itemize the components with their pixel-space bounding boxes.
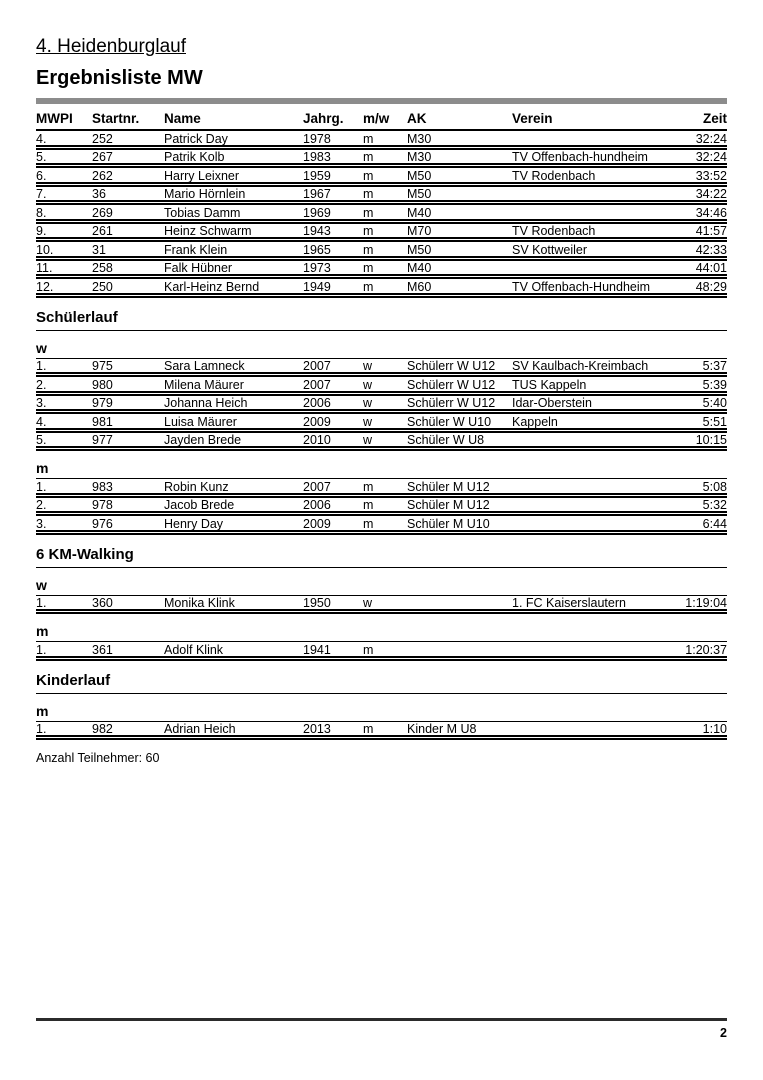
cell-verein: Kappeln <box>512 414 558 429</box>
participant-count: Anzahl Teilnehmer: 60 <box>36 751 160 765</box>
cell-verein <box>512 188 668 200</box>
group-label: m <box>36 460 727 479</box>
cell-verein: TV Rodenbach <box>512 168 596 183</box>
table-row <box>36 224 727 243</box>
cell-pos: 9. <box>36 224 47 238</box>
cell-mw: m <box>363 224 374 238</box>
cell-verein: TV Rodenbach <box>512 224 596 238</box>
cell-startnr: 981 <box>92 414 113 429</box>
cell-name: Robin Kunz <box>164 479 229 494</box>
cell-zeit: 32:24 <box>695 131 727 146</box>
cell-mw: m <box>363 187 374 201</box>
cell-jahrg: 1978 <box>303 131 331 146</box>
table-row <box>36 516 727 535</box>
cell-name: Adrian Heich <box>164 722 236 736</box>
cell-jahrg: 1950 <box>303 596 331 610</box>
cell-pos: 8. <box>36 205 47 220</box>
cell-zeit: 42:33 <box>695 242 727 257</box>
table-row <box>36 261 727 280</box>
cell-mw: m <box>363 131 374 146</box>
section-title: Schülerlauf <box>36 309 727 331</box>
cell-name: Karl-Heinz Bernd <box>164 279 260 294</box>
cell-startnr: 36 <box>92 187 106 201</box>
cell-mw: m <box>363 722 374 736</box>
cell-ak: M60 <box>407 279 432 294</box>
table-row <box>36 150 727 169</box>
cell-startnr: 261 <box>92 224 113 238</box>
cell-mw: w <box>363 377 373 392</box>
cell-mw: m <box>363 242 374 257</box>
cell-zeit: 32:24 <box>695 150 727 164</box>
cell-ak: Schüler W U8 <box>407 433 485 447</box>
cell-mw: m <box>363 261 374 275</box>
cell-pos: 3. <box>36 396 47 410</box>
cell-verein: TV Offenbach-Hundheim <box>512 279 651 294</box>
cell-verein <box>512 262 668 274</box>
table-row <box>36 279 727 298</box>
cell-jahrg: 2007 <box>303 479 331 494</box>
cell-zeit: 5:08 <box>702 479 727 494</box>
cell-zeit: 34:46 <box>695 205 727 220</box>
cell-ak: Schüler W U10 <box>407 414 492 429</box>
cell-zeit: 5:40 <box>702 396 727 410</box>
cell-zeit: 6:44 <box>702 516 727 531</box>
cell-name: Tobias Damm <box>164 205 241 220</box>
group-label: w <box>36 340 727 359</box>
cell-pos: 10. <box>36 242 54 257</box>
cell-verein: 1. FC Kaiserslautern <box>512 596 626 610</box>
cell-startnr: 252 <box>92 131 113 146</box>
cell-startnr: 982 <box>92 722 113 736</box>
cell-pos: 3. <box>36 516 47 531</box>
cell-name: Luisa Mäurer <box>164 414 237 429</box>
cell-verein <box>512 723 668 735</box>
page-number: 2 <box>720 1026 727 1040</box>
cell-pos: 2. <box>36 377 47 392</box>
cell-startnr: 983 <box>92 479 113 494</box>
cell-name: Patrick Day <box>164 131 228 146</box>
cell-mw: m <box>363 498 374 512</box>
page-footer <box>36 1018 727 1040</box>
cell-pos: 4. <box>36 131 47 146</box>
cell-name: Jacob Brede <box>164 498 235 512</box>
table-row <box>36 396 727 415</box>
column-header-zeit: Zeit <box>702 111 727 126</box>
cell-mw: w <box>363 396 373 410</box>
cell-mw: w <box>363 433 373 447</box>
cell-jahrg: 1959 <box>303 168 331 183</box>
cell-jahrg: 2013 <box>303 722 331 736</box>
cell-mw: m <box>363 205 374 220</box>
table-row <box>36 131 727 150</box>
cell-name: Sara Lamneck <box>164 359 245 373</box>
cell-mw: m <box>363 150 374 164</box>
cell-startnr: 250 <box>92 279 113 294</box>
column-header-ak: AK <box>407 111 427 126</box>
cell-jahrg: 1941 <box>303 642 331 657</box>
cell-pos: 1. <box>36 479 47 494</box>
cell-zeit: 5:32 <box>702 498 727 512</box>
table-row <box>36 722 727 741</box>
cell-name: Henry Day <box>164 516 224 531</box>
cell-zeit: 1:20:37 <box>685 642 727 657</box>
event-title: 4. Heidenburglauf <box>36 36 186 57</box>
result-sections <box>36 309 727 741</box>
cell-verein: Idar-Oberstein <box>512 396 592 410</box>
cell-zeit: 5:51 <box>702 414 727 429</box>
cell-verein <box>512 481 668 493</box>
cell-jahrg: 2009 <box>303 414 331 429</box>
cell-jahrg: 1949 <box>303 279 331 294</box>
cell-ak: M30 <box>407 131 432 146</box>
cell-pos: 4. <box>36 414 47 429</box>
cell-ak: Schüler M U10 <box>407 516 490 531</box>
cell-startnr: 262 <box>92 168 113 183</box>
page-title: Ergebnisliste MW <box>36 67 203 89</box>
table-header-row <box>36 111 727 131</box>
cell-jahrg: 2007 <box>303 377 331 392</box>
table-row <box>36 359 727 378</box>
cell-startnr: 975 <box>92 359 113 373</box>
table-row <box>36 205 727 224</box>
cell-ak: Schüler M U12 <box>407 498 490 512</box>
header-divider-bar <box>36 98 727 104</box>
cell-ak: M40 <box>407 261 432 275</box>
column-header-name: Name <box>164 111 201 126</box>
cell-name: Milena Mäurer <box>164 377 244 392</box>
cell-name: Johanna Heich <box>164 396 248 410</box>
cell-pos: 1. <box>36 359 47 373</box>
cell-startnr: 31 <box>92 242 106 257</box>
cell-name: Heinz Schwarm <box>164 224 252 238</box>
cell-startnr: 360 <box>92 596 113 610</box>
cell-pos: 5. <box>36 150 47 164</box>
table-row <box>36 414 727 433</box>
cell-verein <box>512 133 668 145</box>
cell-startnr: 978 <box>92 498 113 512</box>
table-row <box>36 168 727 187</box>
cell-pos: 12. <box>36 279 54 294</box>
cell-zeit: 48:29 <box>695 279 727 294</box>
table-row <box>36 642 727 661</box>
table-row <box>36 187 727 206</box>
group-label: m <box>36 703 727 722</box>
cell-ak: M40 <box>407 205 432 220</box>
cell-ak: Kinder M U8 <box>407 722 477 736</box>
cell-pos: 7. <box>36 187 47 201</box>
cell-ak: Schülerr W U12 <box>407 396 496 410</box>
cell-ak <box>407 597 512 609</box>
cell-name: Jayden Brede <box>164 433 242 447</box>
group-label: m <box>36 623 727 642</box>
table-row <box>36 596 727 615</box>
cell-name: Harry Leixner <box>164 168 240 183</box>
column-header-pos: MWPI <box>36 111 73 126</box>
cell-startnr: 979 <box>92 396 113 410</box>
cell-ak: M70 <box>407 224 432 238</box>
cell-verein: TUS Kappeln <box>512 377 587 392</box>
cell-mw: m <box>363 168 374 183</box>
cell-mw: m <box>363 279 374 294</box>
cell-name: Falk Hübner <box>164 261 233 275</box>
cell-ak: Schülerr W U12 <box>407 359 496 373</box>
section-title: 6 KM-Walking <box>36 546 727 568</box>
cell-pos: 1. <box>36 596 47 610</box>
cell-pos: 1. <box>36 642 47 657</box>
cell-zeit: 34:22 <box>695 187 727 201</box>
footer-divider-line <box>36 1018 727 1021</box>
cell-mw: w <box>363 414 373 429</box>
cell-jahrg: 2007 <box>303 359 331 373</box>
section-title: Kinderlauf <box>36 672 727 694</box>
cell-mw: w <box>363 359 373 373</box>
cell-mw: m <box>363 479 374 494</box>
cell-jahrg: 1965 <box>303 242 331 257</box>
cell-jahrg: 2009 <box>303 516 331 531</box>
cell-jahrg: 1969 <box>303 205 331 220</box>
cell-verein <box>512 644 668 656</box>
cell-zeit: 10:15 <box>695 433 727 447</box>
cell-verein: TV Offenbach-hundheim <box>512 150 648 164</box>
cell-pos: 1. <box>36 722 47 736</box>
cell-jahrg: 2006 <box>303 396 331 410</box>
column-header-mw: m/w <box>363 111 390 126</box>
cell-name: Mario Hörnlein <box>164 187 246 201</box>
cell-verein: SV Kaulbach-Kreimbach <box>512 359 649 373</box>
cell-startnr: 976 <box>92 516 113 531</box>
cell-zeit: 1:19:04 <box>685 596 727 610</box>
cell-ak: M50 <box>407 168 432 183</box>
cell-startnr: 977 <box>92 433 113 447</box>
group-label: w <box>36 577 727 596</box>
cell-name: Adolf Klink <box>164 642 224 657</box>
cell-pos: 6. <box>36 168 47 183</box>
cell-name: Patrik Kolb <box>164 150 225 164</box>
column-header-jahrg: Jahrg. <box>303 111 344 126</box>
column-header-startnr: Startnr. <box>92 111 140 126</box>
cell-jahrg: 1973 <box>303 261 331 275</box>
cell-zeit: 1:10 <box>702 722 727 736</box>
cell-ak: M30 <box>407 150 432 164</box>
cell-pos: 2. <box>36 498 47 512</box>
table-row <box>36 433 727 452</box>
cell-ak: Schüler M U12 <box>407 479 490 494</box>
cell-mw: m <box>363 516 374 531</box>
table-row <box>36 498 727 517</box>
column-header-verein: Verein <box>512 111 553 126</box>
cell-ak: M50 <box>407 242 432 257</box>
cell-startnr: 269 <box>92 205 113 220</box>
cell-jahrg: 1983 <box>303 150 331 164</box>
cell-zeit: 41:57 <box>695 224 727 238</box>
cell-zeit: 5:37 <box>702 359 727 373</box>
cell-startnr: 267 <box>92 150 113 164</box>
cell-ak <box>407 644 512 656</box>
cell-verein <box>512 499 668 511</box>
cell-verein <box>512 434 668 446</box>
cell-jahrg: 1943 <box>303 224 331 238</box>
cell-jahrg: 2010 <box>303 433 331 447</box>
cell-pos: 5. <box>36 433 47 447</box>
cell-jahrg: 1967 <box>303 187 331 201</box>
table-row <box>36 377 727 396</box>
cell-verein <box>512 207 668 219</box>
results-table-mw <box>36 131 727 298</box>
cell-verein <box>512 518 668 530</box>
cell-startnr: 258 <box>92 261 113 275</box>
table-row <box>36 242 727 261</box>
cell-name: Frank Klein <box>164 242 228 257</box>
cell-verein: SV Kottweiler <box>512 242 588 257</box>
cell-startnr: 980 <box>92 377 113 392</box>
cell-mw: w <box>363 596 373 610</box>
cell-ak: Schülerr W U12 <box>407 377 496 392</box>
cell-jahrg: 2006 <box>303 498 331 512</box>
table-row <box>36 479 727 498</box>
cell-startnr: 361 <box>92 642 113 657</box>
cell-zeit: 33:52 <box>695 168 727 183</box>
cell-zeit: 5:39 <box>702 377 727 392</box>
cell-mw: m <box>363 642 374 657</box>
cell-ak: M50 <box>407 187 432 201</box>
cell-name: Monika Klink <box>164 596 235 610</box>
cell-zeit: 44:01 <box>695 261 727 275</box>
cell-pos: 11. <box>36 261 53 275</box>
